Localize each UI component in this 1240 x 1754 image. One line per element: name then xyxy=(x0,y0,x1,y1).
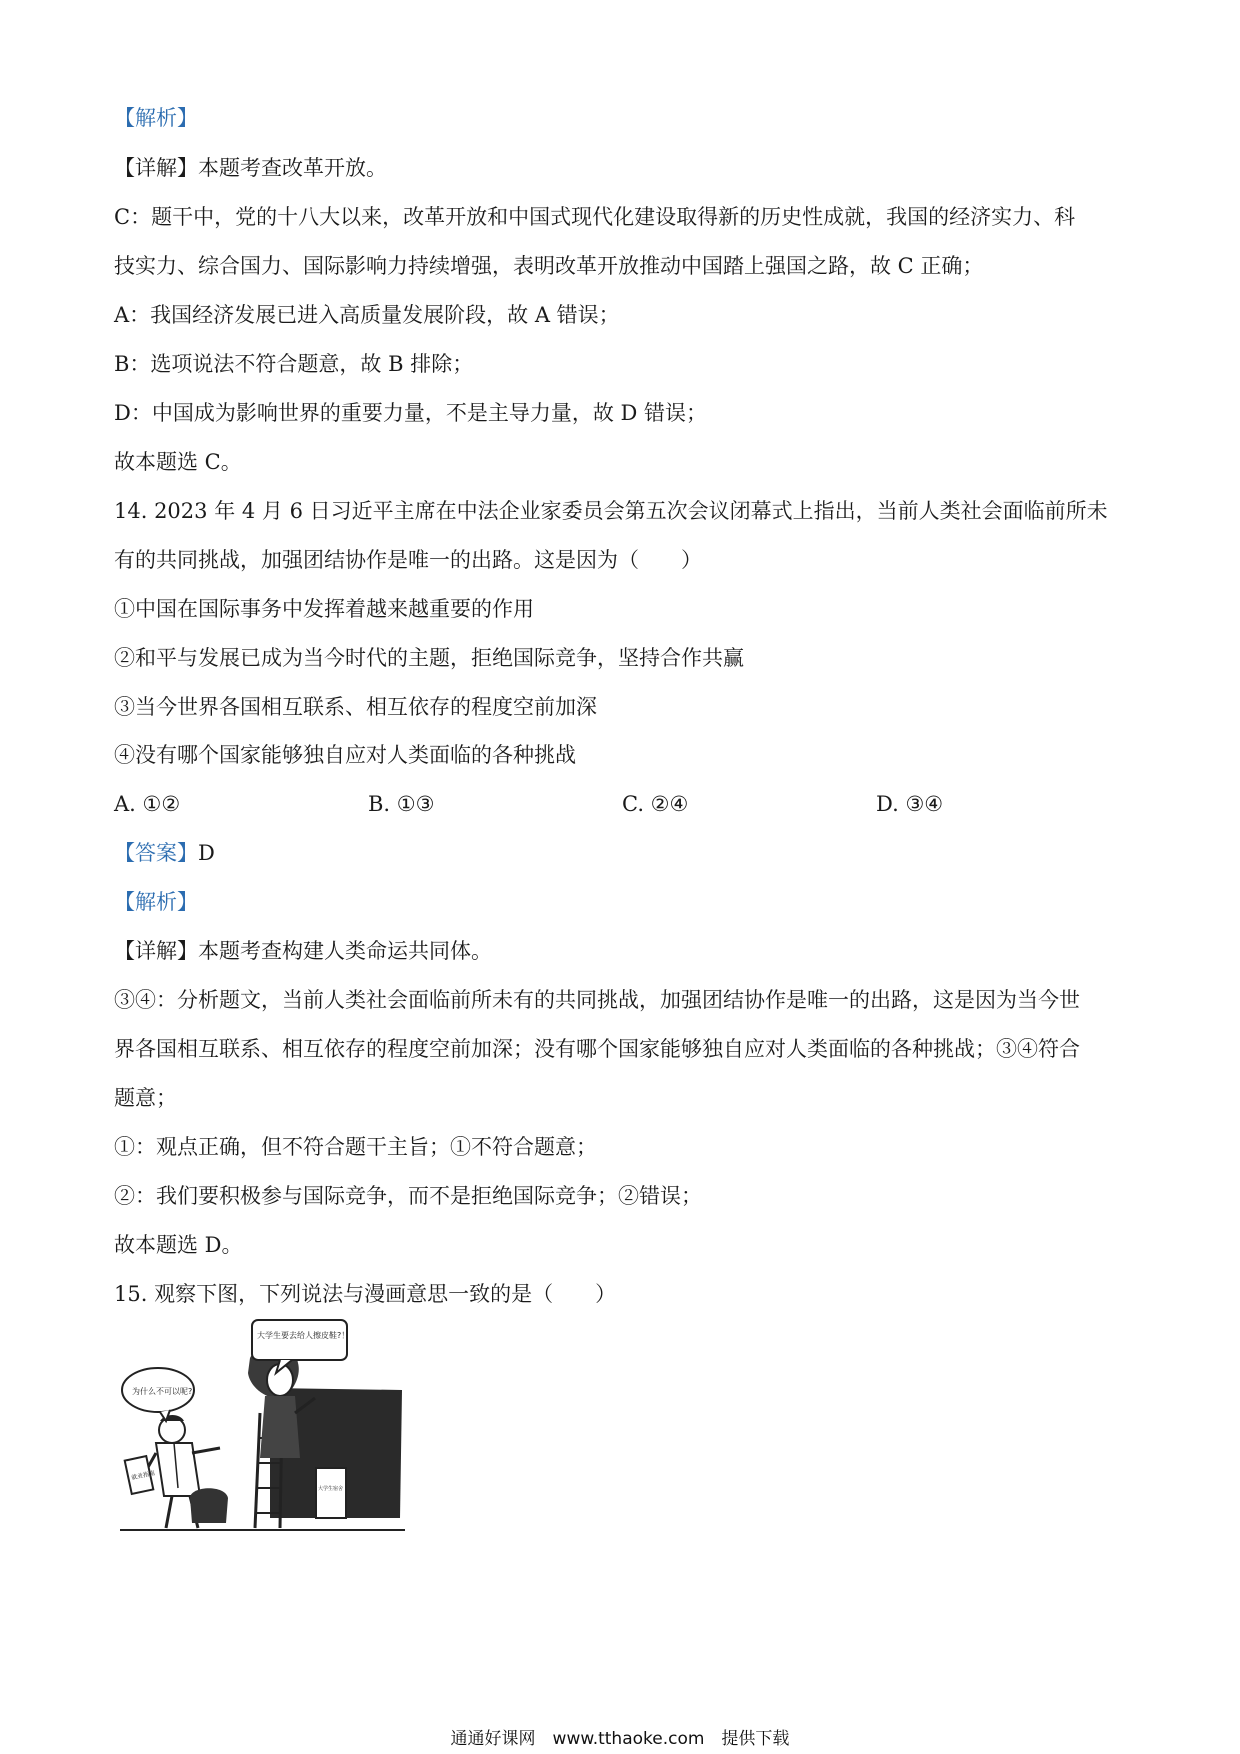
analysis-tag: 【解析】 xyxy=(114,106,198,130)
detail-text: 本题考查构建人类命运共同体。 xyxy=(198,939,492,963)
explanation-line: A：我国经济发展已进入高质量发展阶段，故 A 错误； xyxy=(114,303,620,327)
explanation-line: ①：观点正确，但不符合题干主旨；①不符合题意； xyxy=(114,1135,597,1159)
option-b: B. ①③ xyxy=(368,792,435,816)
speech-bubble-left xyxy=(122,1368,194,1421)
statement-item: ③当今世界各国相互联系、相互依存的程度空前加深 xyxy=(114,695,597,719)
conclusion-line: 故本题选 D。 xyxy=(114,1233,243,1257)
explanation-line: ②：我们要积极参与国际竞争，而不是拒绝国际竞争；②错误； xyxy=(114,1184,702,1208)
statement-item: ④没有哪个国家能够独自应对人类面临的各种挑战 xyxy=(114,743,576,767)
explanation-line: ③④：分析题文，当前人类社会面临前所未有的共同挑战，加强团结协作是唯一的出路，这是因为当今世 xyxy=(114,988,1080,1012)
svg-text:就业指南: 就业指南 xyxy=(130,1469,156,1482)
question-stem: 有的共同挑战，加强团结协作是唯一的出路。这是因为（ ） xyxy=(114,548,702,572)
explanation-line: 技实力、综合国力、国际影响力持续增强，表明改革开放推动中国踏上强国之路，故 C 正确； xyxy=(114,254,984,278)
detail-tag: 【详解】 xyxy=(114,156,198,180)
answer-tag: 【答案】 xyxy=(114,841,198,865)
detail-paragraph xyxy=(114,154,387,182)
svg-text:为什么不可以呢?: 为什么不可以呢? xyxy=(132,1387,193,1396)
page-footer: 通通好课网 www.tthaoke.com 提供下载 xyxy=(450,1729,790,1749)
question-stem: 15. 观察下图，下列说法与漫画意思一致的是（ ） xyxy=(114,1282,617,1306)
cartoon-image xyxy=(120,1318,405,1538)
explanation-line: 界各国相互联系、相互依存的程度空前加深；没有哪个国家能够独自应对人类面临的各种挑战；③④符合 xyxy=(114,1037,1080,1061)
door-label: 大学生宿舍 xyxy=(318,1486,344,1492)
statement-item: ②和平与发展已成为当今时代的主题，拒绝国际竞争，坚持合作共赢 xyxy=(114,646,744,670)
explanation-line: B：选项说法不符合题意，故 B 排除； xyxy=(114,352,474,376)
detail-tag: 【详解】 xyxy=(114,939,198,963)
analysis-tag: 【解析】 xyxy=(114,890,198,914)
answer-line xyxy=(114,839,215,867)
detail-text: 本题考查改革开放。 xyxy=(198,156,387,180)
explanation-line: 题意； xyxy=(114,1086,177,1110)
svg-text:大学生要去给人擦皮鞋?！: 大学生要去给人擦皮鞋?！ xyxy=(257,1331,350,1340)
answer-value: D xyxy=(198,841,215,865)
detail-paragraph xyxy=(114,937,492,965)
question-stem: 14. 2023 年 4 月 6 日习近平主席在中法企业家委员会第五次会议闭幕式上指出，当前人类社会面临前所未 xyxy=(114,499,1108,523)
explanation-line: D：中国成为影响世界的重要力量，不是主导力量，故 D 错误； xyxy=(114,401,708,425)
option-a: A. ①② xyxy=(114,792,181,816)
explanation-line: C：题干中，党的十八大以来，改革开放和中国式现代化建设取得新的历史性成就，我国的经济实力、科 xyxy=(114,205,1076,229)
option-d: D. ③④ xyxy=(876,792,944,816)
option-c: C. ②④ xyxy=(622,792,689,816)
conclusion-line: 故本题选 C。 xyxy=(114,450,242,474)
statement-item: ①中国在国际事务中发挥着越来越重要的作用 xyxy=(114,597,534,621)
